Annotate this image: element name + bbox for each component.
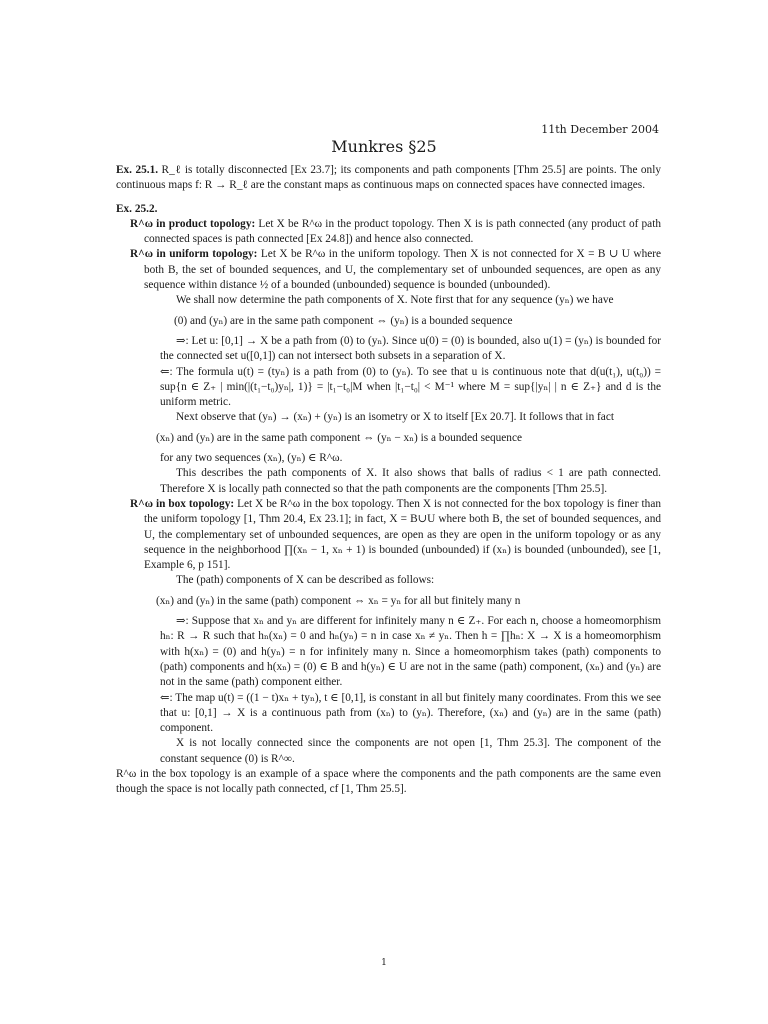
paragraph: Next observe that (yₙ) → (xₙ) + (yₙ) is an isometry or X to itself [Ex 20.7]. It follows that in fact (176, 411, 614, 424)
paragraph: Let X be R^ω in the uniform topology. Then X is not connected for X = B ∪ U where both B, the set of bounded sequences, and U, the complementary set of unbounded sequences, are open as any sequence within distance ½ of a bounded (unbounded) sequence is bounded (unbounded). (144, 248, 662, 292)
box-topology-item (116, 497, 661, 573)
paragraph: for any two sequences (xₙ), (yₙ) ∈ R^ω. (160, 452, 343, 465)
proof-forward: ⇒: Let u: [0,1] → X be a path from (0) to (yₙ). Since u(0) = (0) is bounded, also u(1) = (yₙ) is bounded for the connected set u([0,1]) can not intersect both subsets in a separation of X. (160, 334, 661, 363)
proof-backward: ⇐: The map u(t) = ((1 − t)xₙ + tyₙ), t ∈ [0,1], is constant in all but finitely many coordinates. From this we see that u: [0,1] → X is a continuous path from (xₙ) to (yₙ). Therefore, (xₙ) and (yₙ) are in the same (path) component. (160, 691, 661, 735)
paragraph: We shall now determine the path components of X. Note first that for any sequence (yₙ) we have (176, 294, 614, 307)
proof-backward: ⇐: The formula u(t) = (tyₙ) is a path from (0) to (yₙ). To see that u is continuous note that d(u(t₁), u(t₀)) = sup{n ∈ Z₊ | min(|(t₁−t₀)yₙ|, 1)} = |t₁−t₀|M when |t₁−t₀| < M⁻¹ where M = sup{|yₙ| | n ∈ Z₊} and d is the uniform metric. (160, 365, 661, 409)
proof-forward: ⇒: Suppose that xₙ and yₙ are different for infinitely many n ∈ Z₊. For each n, choose a homeomorphism hₙ: R → R such that hₙ(xₙ) = 0 and hₙ(yₙ) = n in case xₙ ≠ yₙ. Then h = ∏hₙ: X → X is a homeomorphism with h(xₙ) = (0) and h(yₙ) = n for infinitely many n. Since a homeomorphism takes (path) components to (path) components and h(xₙ) = (0) ∈ B and h(yₙ) ∈ U are not in the same (path) component, (xₙ) and (yₙ) are not in the same (path) component either. (160, 615, 661, 689)
display-equation: (0) and (yₙ) are in the same path component ⇔ (yₙ) is a bounded sequence (174, 314, 513, 327)
date: 11th December 2004 (541, 123, 659, 136)
paragraph: This describes the path components of X. It also shows that balls of radius < 1 are path connected. Therefore X is locally path connected so that the path components are the components [Thm 25.5]. (160, 467, 661, 495)
page-number: 1 (381, 958, 387, 968)
display-equation: (xₙ) and (yₙ) are in the same path component ⇔ (yₙ − xₙ) is a bounded sequence (156, 431, 522, 444)
item-heading: R^ω in box topology: (130, 497, 235, 510)
paragraph: R_ℓ is totally disconnected [Ex 23.7]; its components and path components [Thm 25.5] are points. The only continuous maps f: R → R_ℓ are the constant maps as continuous maps on connected spaces have connected images. (116, 164, 661, 192)
paragraph: Let X be R^ω in the box topology. Then X is not connected for the box topology is finer than the uniform topology [1, Thm 20.4, Ex 23.1]; in fact, X = B∪U where both B, the set of bounded sequences, and U, the complementary set of unbounded sequences, are open as they are open in the uniform topology or as any sequence in the neighborhood ∏(xₙ − 1, xₙ + 1) is bounded (unbounded) if (xₙ) is bounded (unbounded), see [1, Example 6, p 151]. (144, 497, 661, 572)
page-title: Munkres §25 (331, 137, 437, 156)
uniform-topology-item (116, 247, 661, 293)
paragraph: X is not locally connected since the components are not open [1, Thm 25.3]. The component of the constant sequence (0) is R^∞. (160, 737, 661, 765)
concluding-paragraph: R^ω in the box topology is an example of a space where the components and the path components are the same even though the space is not locally path connected, cf [1, Thm 25.5]. (116, 767, 661, 796)
exercise-25-1 (116, 163, 661, 194)
exercise-25-2-label: Ex. 25.2. (116, 202, 158, 215)
exercise-label: Ex. 25.1. (116, 164, 159, 176)
paragraph: Let X be R^ω in the product topology. Then X is is path connected (any product of path connected spaces is path connected [Ex 24.8]) and hence also connected. (144, 217, 661, 246)
item-heading: R^ω in product topology: (130, 217, 256, 230)
display-equation: (xₙ) and (yₙ) in the same (path) component ⇔ xₙ = yₙ for all but finitely many n (156, 594, 521, 607)
document-body (116, 163, 661, 798)
product-topology-item (116, 217, 661, 248)
item-heading: R^ω in uniform topology: (130, 248, 258, 261)
paragraph: The (path) components of X can be described as follows: (176, 574, 435, 587)
